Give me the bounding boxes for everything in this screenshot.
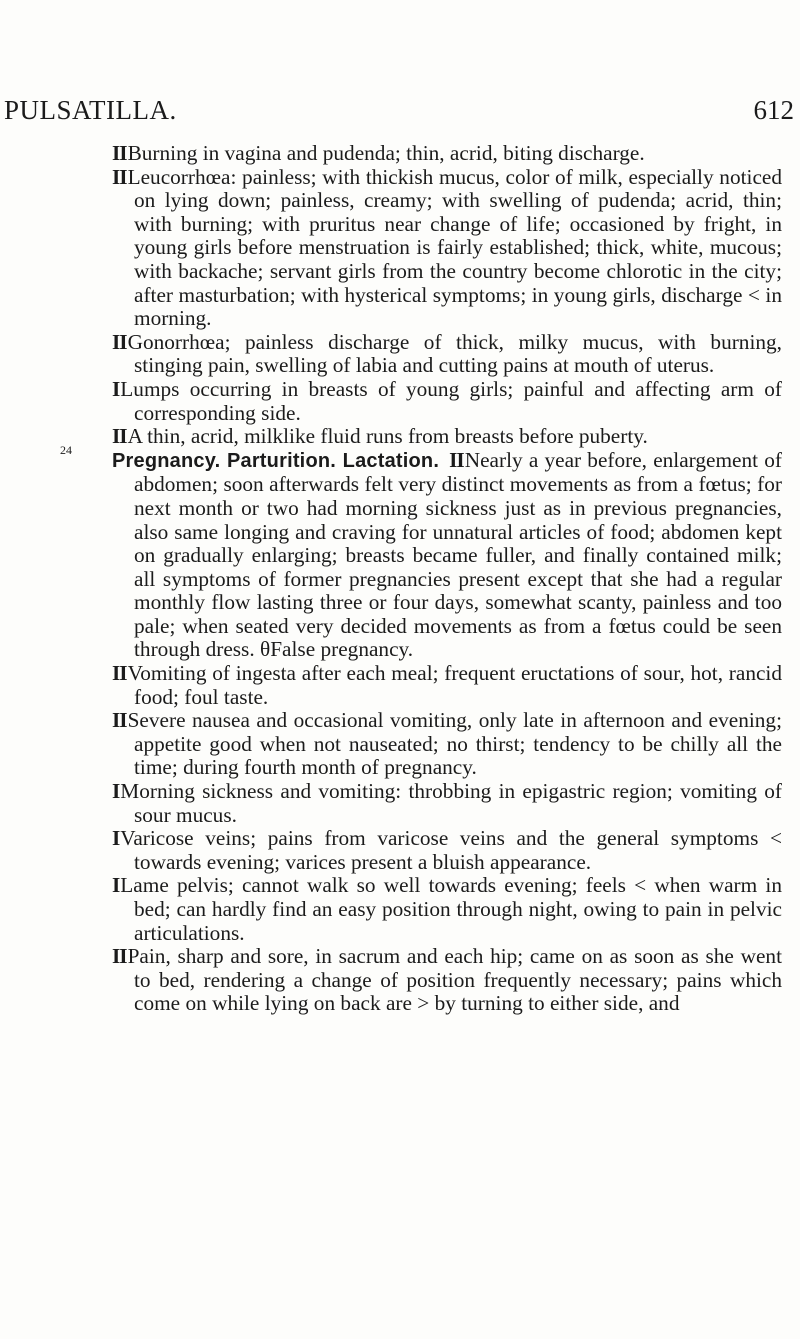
symptom-entry xyxy=(112,945,782,1016)
grade-marker: II xyxy=(112,708,127,733)
grade-marker: II xyxy=(112,164,127,189)
symptom-entry xyxy=(112,780,782,827)
symptom-text: Vomiting of ingesta after each meal; frequent eructations of sour, hot, rancid food; foul taste. xyxy=(127,661,782,709)
grade-marker: II xyxy=(112,329,127,354)
symptom-text: Burning in vagina and pudenda; thin, acrid, biting discharge. xyxy=(127,141,645,165)
grade-marker: II xyxy=(112,944,127,969)
page-body xyxy=(60,141,782,1016)
symptom-text: Severe nausea and occasional vomiting, only late in afternoon and evening; appetite good when not nauseated; no thirst; tendency to be chilly all the time; during fourth month of pregnancy. xyxy=(127,708,782,780)
symptom-text: Nearly a year before, enlargement of abdomen; soon afterwards felt very distinct movements as from a fœtus; for next month or two had morning sickness just as in previous pregnancies, also same longing and craving for unnatural articles of food; abdomen kept on gradually enlarging; breasts became fuller, and finally contained milk; all symptoms of former pregnancies present except that she had a regular monthly flow lasting three or four days, somewhat scanty, painless and too pale; when seated very decided movements as from a fœtus could be seen through dress. θFalse pregnancy. xyxy=(134,447,782,662)
symptom-text: Pain, sharp and sore, in sacrum and each hip; came on as soon as she went to bed, rendering a change of position frequently necessary; pains which come on while lying on back are > by turning to either side, and xyxy=(127,944,782,1016)
grade-marker: I xyxy=(112,376,120,401)
symptom-entry xyxy=(112,331,782,378)
symptom-entry xyxy=(112,142,782,166)
symptom-text: Morning sickness and vomiting: throbbing in epigastric region; vomiting of sour mucus. xyxy=(120,779,782,827)
grade-marker: II xyxy=(112,661,127,686)
symptom-text: Gonorrhœa; painless discharge of thick, milky mucus, with burning, stinging pain, swelling of labia and cutting pains at mouth of uterus. xyxy=(127,329,782,378)
grade-marker: II xyxy=(112,424,127,449)
symptom-entry xyxy=(112,425,782,449)
symptom-entry xyxy=(112,378,782,425)
page-header xyxy=(4,94,794,134)
symptom-entry xyxy=(112,166,782,331)
symptom-text: Lame pelvis; cannot walk so well towards evening; feels < when warm in bed; can hardly find an easy position through night, owing to pain in pelvic articulations. xyxy=(120,873,782,945)
section-title: Pregnancy. Parturition. Lactation. xyxy=(112,449,440,472)
grade-marker: II xyxy=(112,141,127,165)
symptom-text: Varicose veins; pains from varicose veins and the general symptoms < towards evening; varices present a bluish appearance. xyxy=(120,826,782,874)
grade-marker: I xyxy=(112,779,120,804)
section-entry: 24 Pregnancy. Parturition. Lactation. IINearly a year before, enlargement of abdomen; soon afterwards felt very distinct movements as from a fœtus; for next month or two had morning sickness just as in previous pregnancies, also same longing and craving for unnatural articles of food; abdomen kept on gradually enlarging; breasts became fuller, and finally contained milk; all symptoms of former pregnancies present except that she had a regular monthly flow lasting three or four days, somewhat scanty, painless and too pale; when seated very decided movements as from a fœtus could be seen through dress. θFalse pregnancy. xyxy=(60,442,782,662)
running-title: PULSATILLA. xyxy=(4,95,177,125)
grade-marker: I xyxy=(112,873,120,898)
grade-marker: I xyxy=(112,826,120,851)
symptom-text: Lumps occurring in breasts of young girls; painful and affecting arm of corresponding side. xyxy=(120,376,782,425)
symptom-entry xyxy=(112,709,782,780)
page-number: 612 xyxy=(753,95,794,125)
grade-marker: II xyxy=(449,447,464,472)
symptom-entry xyxy=(112,827,782,874)
symptom-text: A thin, acrid, milklike fluid runs from breasts before puberty. xyxy=(127,424,648,449)
symptom-entry xyxy=(112,662,782,709)
symptom-entry xyxy=(112,874,782,945)
symptom-text: Leucorrhœa: painless; with thickish mucus, color of milk, especially noticed on lying down; painless, creamy; with swelling of pudenda; acrid, thin; with burning; with pruritus near change of life; occasioned by fright, in young girls before menstruation is fairly established; thick, white, mucous; with backache; servant girls from the country become chlorotic in the city; after masturbation; with hysterical symptoms; in young girls, discharge < in morning. xyxy=(127,164,782,331)
